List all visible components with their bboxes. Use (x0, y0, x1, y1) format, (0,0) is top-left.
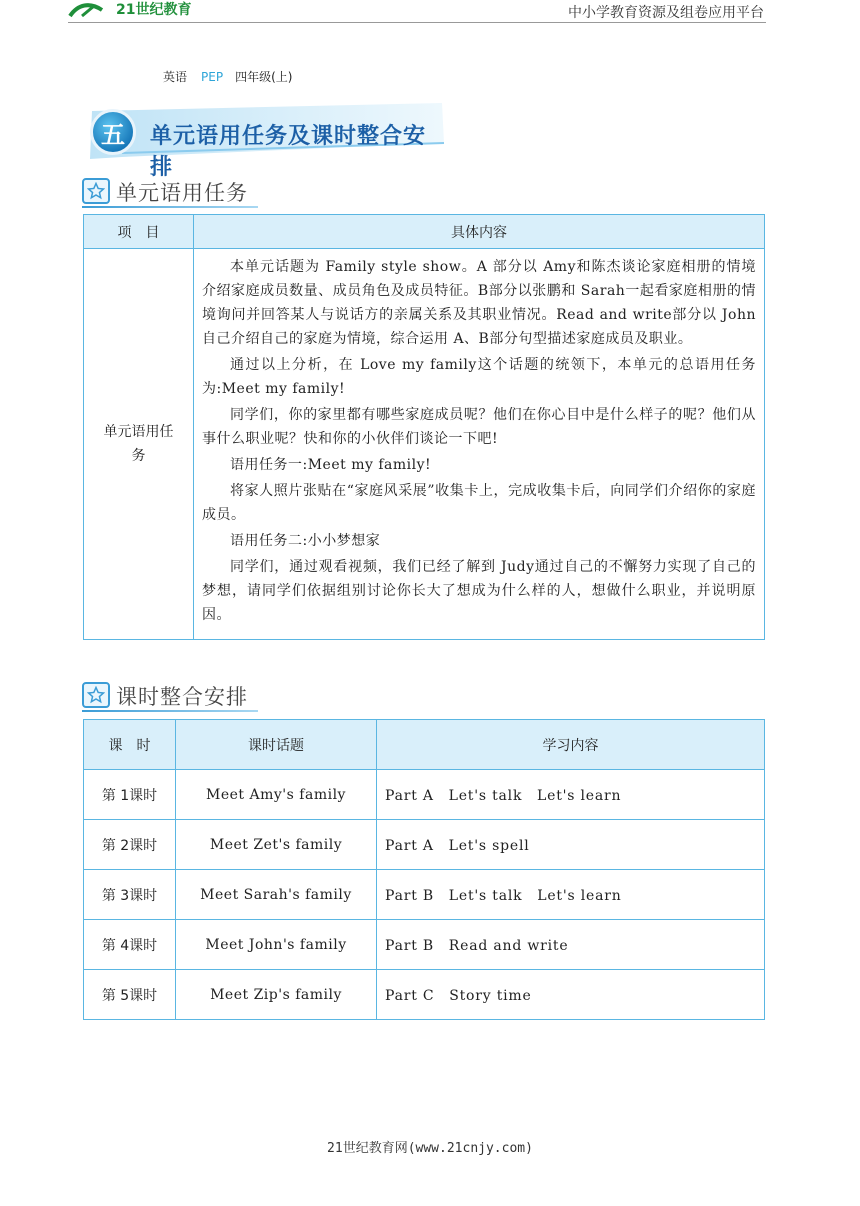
paragraph: 语用任务二:小小梦想家 (230, 533, 381, 549)
content-cell: Part B Let's talk Let's learn (377, 870, 765, 920)
section-heading-task (82, 176, 260, 208)
page-header (0, 0, 860, 22)
chapter-title: 单元语用任务及课时整合安排 (150, 124, 427, 180)
section-heading-schedule (82, 680, 260, 712)
table-row (84, 920, 765, 970)
column-header-content: 学习内容 (377, 720, 765, 770)
content-cell: Part B Read and write (377, 920, 765, 970)
table-header-row (84, 720, 765, 770)
column-header-period: 课 时 (84, 720, 176, 770)
content-cell: Part A Let's spell (377, 820, 765, 870)
period-cell: 第 3课时 (84, 870, 176, 920)
paragraph: 本单元话题为 Family style show。A 部分以 Amy和陈杰谈论家庭相册的情境介绍家庭成员数量、成员角色及成员特征。B部分以张鹏和 Sarah一起看家庭相册的情境询问并回答某人与说话方的亲属关系及其职业情况。Read and write部分以 John 自己介绍自己的家庭为情境，综合运用 A、B部分句型描述家庭成员及职业。 (202, 259, 756, 347)
topic-cell: Meet Amy's family (176, 770, 377, 820)
paragraph: 同学们，通过观看视频，我们已经了解到 Judy通过自己的不懈努力实现了自己的梦想，请同学们依据组别讨论你长大了想成为什么样的人，想做什么职业，并说明原因。 (202, 559, 756, 623)
period-cell: 第 5课时 (84, 970, 176, 1020)
topic-cell: Meet Zet's family (176, 820, 377, 870)
platform-name: 中小学教育资源及组卷应用平台 (568, 5, 764, 21)
svg-text:21世纪教育: 21世纪教育 (116, 2, 192, 18)
subject-line (163, 68, 292, 85)
table-row (84, 820, 765, 870)
star-badge (82, 682, 110, 708)
section-underline (82, 710, 258, 712)
paragraph: 同学们，你的家里都有哪些家庭成员呢？他们在你心目中是什么样子的呢？他们从事什么职业呢？快和你的小伙伴们谈论一下吧! (202, 407, 756, 447)
subject-label: 英语 (163, 70, 188, 84)
content-cell: Part A Let's talk Let's learn (377, 770, 765, 820)
content-cell: Part C Story time (377, 970, 765, 1020)
table-row (84, 970, 765, 1020)
topic-cell: Meet Zip's family (176, 970, 377, 1020)
topic-cell: Meet John's family (176, 920, 377, 970)
edition-label: PEP (201, 70, 224, 84)
table-header-row (84, 215, 765, 249)
star-icon (87, 182, 105, 200)
column-header-item: 项 目 (84, 215, 194, 249)
table-row (84, 770, 765, 820)
header-divider (68, 22, 766, 23)
content-cell (194, 249, 765, 640)
section-underline (82, 206, 258, 208)
grade-label: 四年级(上) (235, 70, 293, 84)
chapter-banner (82, 97, 448, 180)
section-title: 课时整合安排 (116, 685, 248, 709)
star-icon (87, 686, 105, 704)
period-cell: 第 4课时 (84, 920, 176, 970)
schedule-table (83, 719, 765, 1020)
page-footer: 21世纪教育网(www.21cnjy.com) (327, 1141, 533, 1156)
row-label: 单元语用任务 (103, 424, 174, 464)
task-table (83, 214, 765, 640)
row-label-cell (84, 249, 194, 640)
topic-cell: Meet Sarah's family (176, 870, 377, 920)
paragraph: 将家人照片张贴在“家庭风采展”收集卡上，完成收集卡后，向同学们介绍你的家庭成员。 (202, 483, 756, 523)
star-badge (82, 178, 110, 204)
site-logo-icon (68, 0, 228, 18)
paragraph: 通过以上分析，在 Love my family这个话题的统领下，本单元的总语用任务为:Meet my family! (202, 357, 756, 397)
period-cell: 第 1课时 (84, 770, 176, 820)
chapter-number-badge: 五 (90, 109, 136, 155)
section-title: 单元语用任务 (116, 181, 248, 205)
column-header-topic: 课时话题 (176, 720, 377, 770)
paragraph: 语用任务一:Meet my family! (230, 457, 432, 473)
table-row (84, 249, 765, 640)
column-header-content: 具体内容 (194, 215, 765, 249)
table-row (84, 870, 765, 920)
period-cell: 第 2课时 (84, 820, 176, 870)
